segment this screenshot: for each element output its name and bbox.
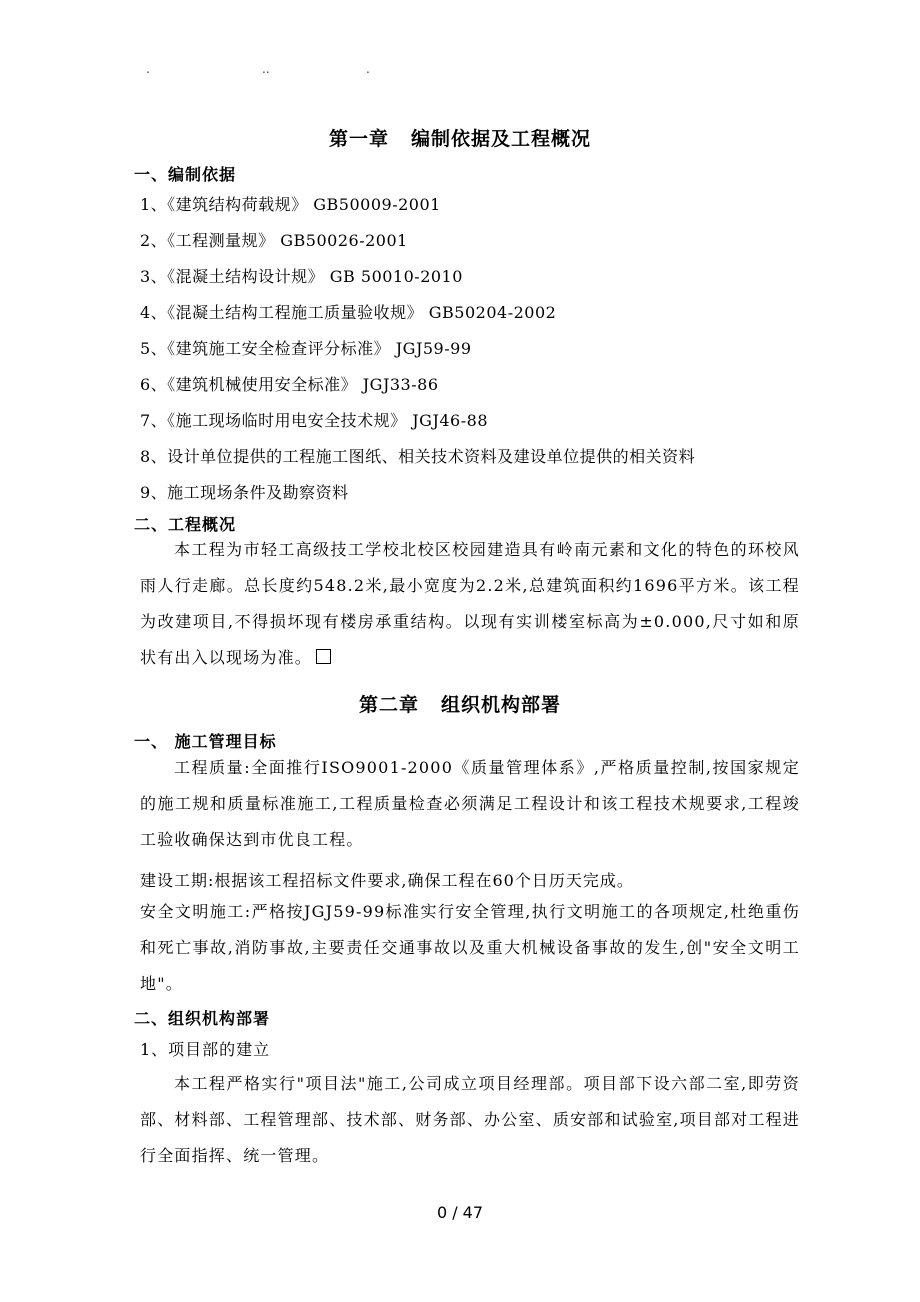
- chapter-number: 第一章: [328, 128, 389, 150]
- chapter-title: [0, 124, 920, 151]
- header-mark: .: [146, 62, 150, 76]
- list-item: 9、施工现场条件及勘察资料: [140, 483, 349, 502]
- checkbox-icon: [316, 649, 331, 664]
- header-mark: ..: [262, 62, 270, 76]
- page-header-marks: [140, 62, 380, 82]
- list-item: 3、《混凝土结构设计规》 GB 50010-2010: [140, 267, 463, 286]
- paragraph: 建设工期:根据该工程招标文件要求,确保工程在60个日历天完成。: [140, 871, 634, 890]
- paragraph: 安全文明施工:严格按JGJ59-99标准实行安全管理,执行文明施工的各项规定,杜绝重伤和死亡事故,消防事故,主要责任交通事故以及重大机械设备事故的发生,创"安全文明工地"。: [140, 902, 800, 993]
- list-item: 4、《混凝土结构工程施工质量验收规》 GB50204-2002: [140, 303, 557, 322]
- paragraph: 本工程严格实行"项目法"施工,公司成立项目经理部。项目部下设六部二室,即劳资部、材料部、工程管理部、技术部、财务部、办公室、质安部和试验室,项目部对工程进行全面指挥、统一管理。: [140, 1074, 800, 1165]
- chapter-name: 编制依据及工程概况: [411, 128, 592, 150]
- page-number: 0 / 47: [436, 1203, 484, 1222]
- chapter-title: [0, 690, 920, 717]
- list-item: 8、设计单位提供的工程施工图纸、相关技术资料及建设单位提供的相关资料: [140, 447, 696, 466]
- paragraph: 工程质量:全面推行ISO9001-2000《质量管理体系》,严格质量控制,按国家规定的施工规和质量标准施工,工程质量检查必须满足工程设计和该工程技术规要求,工程竣工验收确保达到市优良工程。: [140, 758, 800, 849]
- subsection-heading: 1、项目部的建立: [140, 1040, 271, 1059]
- list-item: 6、《建筑机械使用安全标准》 JGJ33-86: [140, 375, 439, 394]
- chapter-number: 第二章: [358, 694, 419, 716]
- header-mark: .: [366, 62, 370, 76]
- list-item: 2、《工程测量规》 GB50026-2001: [140, 231, 408, 250]
- section-heading: 一、编制依据: [134, 165, 237, 184]
- chapter-name: 组织机构部署: [441, 694, 562, 716]
- paragraph-text: 本工程为市轻工高级技工学校北校区校园建造具有岭南元素和文化的特色的环校风雨人行走廊。总长度约548.2米,最小宽度为2.2米,总建筑面积约1696平方米。该工程为改建项目,不得损坏现有楼房承重结构。以现有实训楼室标高为±0.000,尺寸如和原状有出入以现场为准。: [140, 540, 800, 667]
- section-heading: 二、工程概况: [134, 515, 237, 534]
- list-item: 7、《施工现场临时用电安全技术规》 JGJ46-88: [140, 411, 489, 430]
- list-item: 5、《建筑施工安全检查评分标准》 JGJ59-99: [140, 339, 472, 358]
- section-heading: 一、 施工管理目标: [134, 732, 277, 751]
- list-item: 1、《建筑结构荷载规》 GB50009-2001: [140, 195, 441, 214]
- section-heading: 二、组织机构部署: [134, 1009, 271, 1028]
- paragraph: [140, 532, 800, 676]
